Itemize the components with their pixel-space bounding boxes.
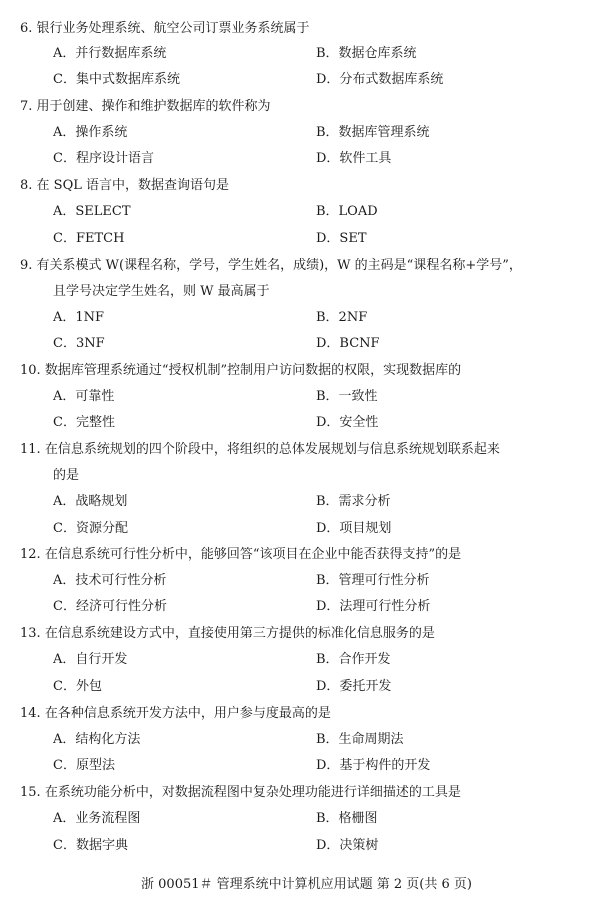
question-8: [20, 173, 590, 199]
option-d: D．安全性: [316, 415, 379, 430]
option-c: C．外包: [53, 679, 102, 694]
option-a: A．1NF: [53, 310, 105, 325]
question-number: 13.: [20, 626, 41, 641]
question-text: 数据库管理系统通过“授权机制”控制用户访问数据的权限，实现数据库的: [44, 363, 462, 378]
question-number: 11.: [20, 442, 41, 457]
question-text-continued: 且学号决定学生姓名，则 W 最高属于: [53, 284, 270, 299]
option-d: D．软件工具: [316, 151, 392, 166]
question-text: 银行业务处理系统、航空公司订票业务系统属于: [36, 21, 310, 36]
option-d: D．项目规划: [316, 521, 392, 536]
option-a: A．技术可行性分析: [53, 573, 167, 588]
option-b: B．格栅图: [316, 811, 378, 826]
option-a: A．SELECT: [53, 204, 131, 219]
option-d: D．基于构件的开发: [316, 758, 431, 773]
option-a: A．并行数据库系统: [53, 46, 167, 61]
question-text: 在信息系统建设方式中，直接使用第三方提供的标准化信息服务的是: [44, 626, 435, 641]
question-text: 在系统功能分析中，对数据流程图中复杂处理功能进行详细描述的工具是: [44, 785, 461, 800]
option-a: A．战略规划: [53, 494, 128, 509]
option-b: B．管理可行性分析: [316, 573, 430, 588]
question-number: 15.: [20, 785, 41, 800]
question-number: 14.: [20, 706, 41, 721]
option-b: B．一致性: [316, 389, 378, 404]
question-number: 10.: [20, 363, 41, 378]
question-14: [20, 701, 590, 727]
option-b: B．合作开发: [316, 652, 391, 667]
option-c: C．集中式数据库系统: [53, 72, 180, 87]
option-c: C．FETCH: [53, 231, 125, 246]
option-d: D．分布式数据库系统: [316, 72, 444, 87]
question-text: 在信息系统规划的四个阶段中，将组织的总体发展规划与信息系统规划联系起来: [44, 442, 500, 457]
question-text: 在 SQL 语言中，数据查询语句是: [36, 178, 230, 193]
option-c: C．经济可行性分析: [53, 599, 167, 614]
question-number: 8.: [20, 178, 33, 193]
option-d: D．SET: [316, 231, 367, 246]
option-c: C．数据字典: [53, 838, 128, 853]
option-b: B．数据仓库系统: [316, 46, 417, 61]
question-11: [20, 437, 590, 489]
question-number: 9.: [20, 258, 33, 273]
option-a: A．操作系统: [53, 125, 128, 140]
option-c: C．原型法: [53, 758, 115, 773]
question-15: [20, 780, 590, 806]
question-7: [20, 94, 590, 120]
option-b: B．生命周期法: [316, 732, 404, 747]
option-c: C．完整性: [53, 415, 115, 430]
question-text-continued: 的是: [53, 468, 80, 483]
question-text: 在信息系统可行性分析中，能够回答“该项目在企业中能否获得支持”的是: [44, 547, 462, 562]
question-9: [20, 253, 590, 305]
option-c: C．资源分配: [53, 521, 128, 536]
option-a: A．业务流程图: [53, 811, 141, 826]
option-d: D．BCNF: [316, 336, 380, 351]
question-text: 有关系模式 W(课程名称，学号，学生姓名，成绩)，W 的主码是“课程名称+学号”，: [36, 258, 522, 273]
question-text: 在各种信息系统开发方法中，用户参与度最高的是: [44, 706, 331, 721]
question-10: [20, 358, 590, 384]
option-d: D．委托开发: [316, 679, 392, 694]
option-d: D．决策树: [316, 838, 379, 853]
question-number: 7.: [20, 99, 33, 114]
question-12: [20, 542, 590, 568]
option-a: A．自行开发: [53, 652, 128, 667]
option-b: B．LOAD: [316, 204, 378, 219]
question-6: [20, 16, 590, 42]
page-footer: 浙 00051＃ 管理系统中计算机应用试题 第 2 页(共 6 页): [141, 877, 472, 892]
question-13: [20, 621, 590, 647]
option-c: C．3NF: [53, 336, 105, 351]
option-b: B．数据库管理系统: [316, 125, 430, 140]
question-number: 12.: [20, 547, 41, 562]
option-a: A．结构化方法: [53, 732, 141, 747]
question-number: 6.: [20, 21, 33, 36]
option-d: D．法理可行性分析: [316, 599, 431, 614]
option-b: B．需求分析: [316, 494, 391, 509]
option-b: B．2NF: [316, 310, 368, 325]
option-a: A．可靠性: [53, 389, 115, 404]
option-c: C．程序设计语言: [53, 151, 154, 166]
question-text: 用于创建、操作和维护数据库的软件称为: [36, 99, 271, 114]
